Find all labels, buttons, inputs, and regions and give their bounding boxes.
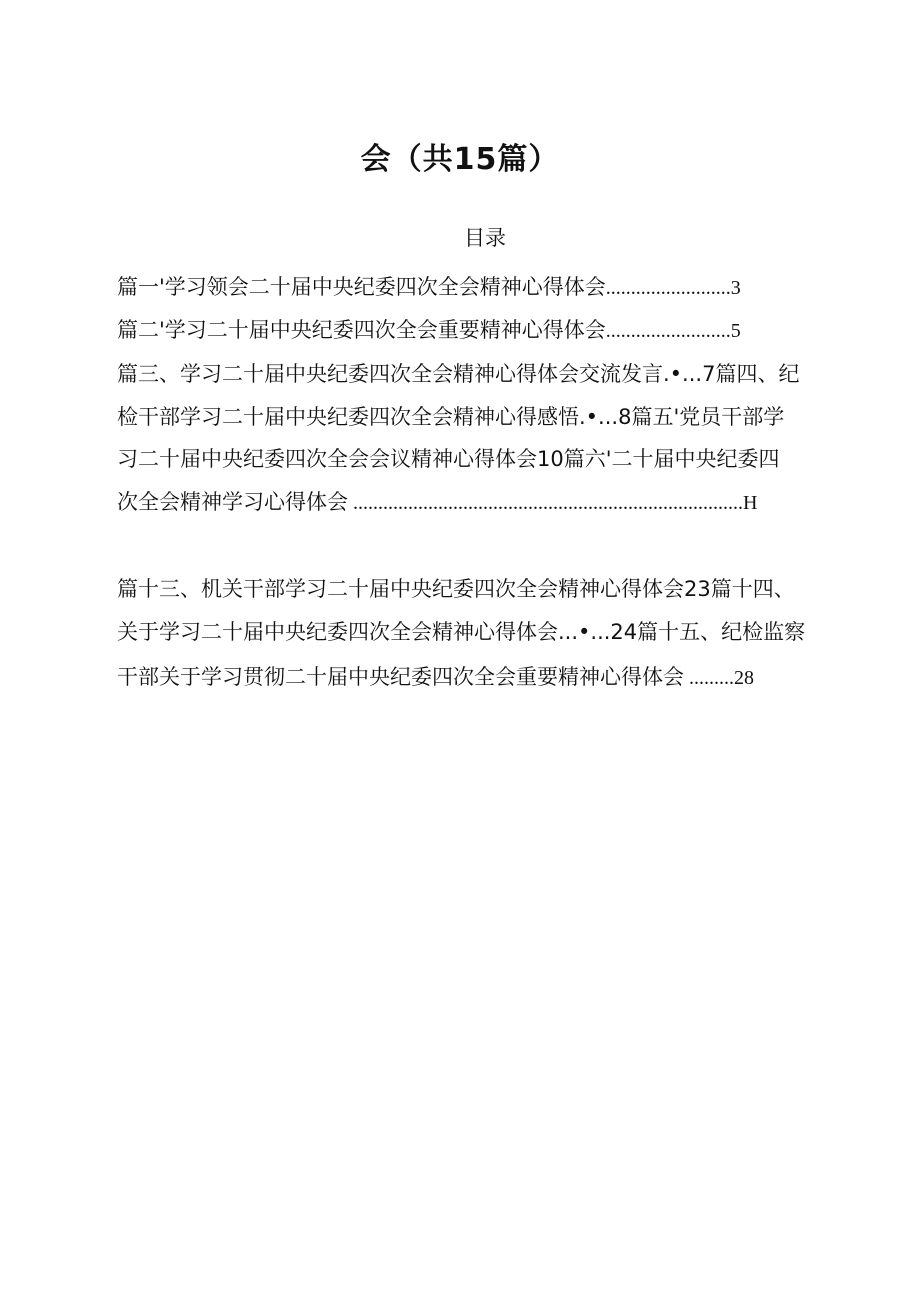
toc-entry-text: 篇一'学习领会二十届中央纪委四次全会精神心得体会 bbox=[117, 275, 606, 299]
toc-entry-text: 检干部学习二十届中央纪委四次全会精神心得感悟.•...8篇五'党员干部学 bbox=[117, 405, 785, 429]
toc-heading: 目录 bbox=[464, 226, 506, 250]
toc-entry-leader: ......... bbox=[684, 667, 734, 689]
toc-entry bbox=[117, 571, 857, 607]
toc-entry-page: 28 bbox=[734, 667, 754, 689]
toc-entry-leader: ......................... bbox=[605, 320, 731, 342]
toc-entry-page: 5 bbox=[730, 320, 741, 342]
toc-entry-page: 3 bbox=[730, 277, 741, 299]
toc-entry-text: 篇二'学习二十届中央纪委四次全会重要精神心得体会 bbox=[117, 318, 606, 342]
toc-entry-leader: ......................... bbox=[605, 277, 731, 299]
toc-entry-text: 篇十三、机关干部学习二十届中央纪委四次全会精神心得体会23篇十四、 bbox=[117, 577, 795, 601]
toc-entry bbox=[117, 441, 857, 477]
toc-entry-text: 关于学习二十届中央纪委四次全会精神心得体会...•...24篇十五、纪检监察 bbox=[117, 620, 806, 644]
toc-entry bbox=[117, 659, 857, 696]
toc-entry bbox=[117, 614, 857, 650]
toc-entry-page: H bbox=[743, 492, 758, 514]
toc-entry-text: 篇三、学习二十届中央纪委四次全会精神心得体会交流发言.•...7篇四、纪 bbox=[117, 362, 800, 386]
document-title: 会（共15篇） bbox=[360, 142, 560, 177]
toc-entry bbox=[117, 269, 857, 306]
toc-entry bbox=[117, 484, 857, 521]
toc-entry-text: 干部关于学习贯彻二十届中央纪委四次全会重要精神心得体会 bbox=[117, 665, 684, 689]
toc-entry bbox=[117, 399, 857, 435]
toc-entry-text: 习二十届中央纪委四次全会会议精神心得体会10篇六'二十届中央纪委四 bbox=[117, 447, 780, 471]
toc-entry bbox=[117, 356, 857, 392]
toc-entry-leader: .............................................................................. bbox=[348, 492, 743, 514]
toc-entry-text: 次全会精神学习心得体会 bbox=[117, 490, 348, 514]
toc-entry bbox=[117, 312, 857, 349]
